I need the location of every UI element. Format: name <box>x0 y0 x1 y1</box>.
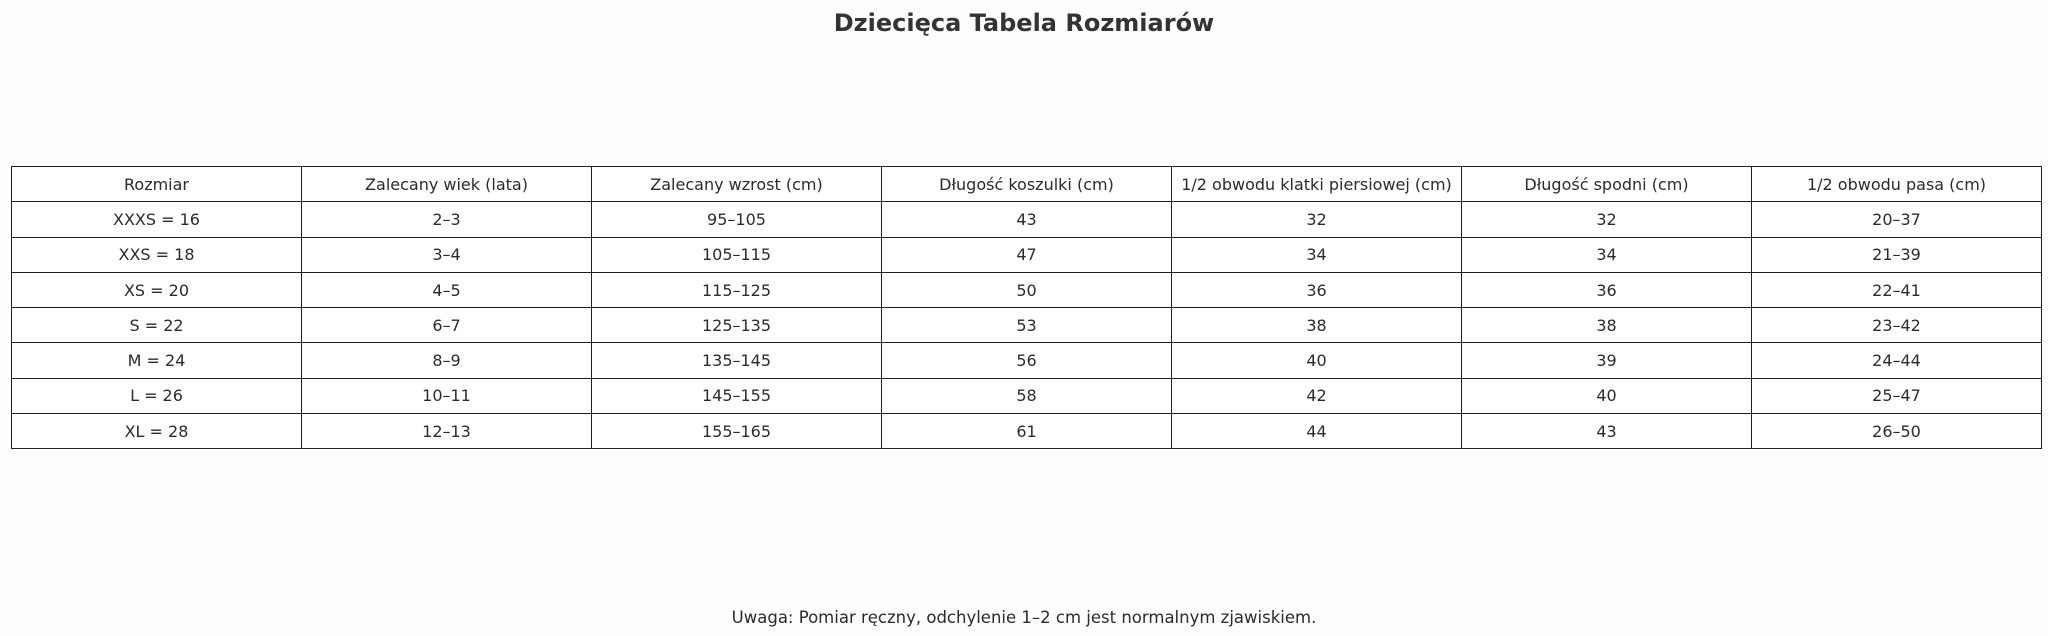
size-table <box>11 166 2042 449</box>
cell-size: XS = 20 <box>12 272 302 307</box>
cell-pants-length: 38 <box>1462 308 1752 343</box>
cell-shirt-length: 43 <box>882 202 1172 237</box>
cell-shirt-length: 61 <box>882 414 1172 449</box>
cell-height: 115–125 <box>592 272 882 307</box>
cell-age: 2–3 <box>302 202 592 237</box>
table-row <box>12 272 2042 307</box>
cell-half-chest: 36 <box>1172 272 1462 307</box>
cell-age: 6–7 <box>302 308 592 343</box>
cell-pants-length: 43 <box>1462 414 1752 449</box>
table-row <box>12 343 2042 378</box>
header-pants-length: Długość spodni (cm) <box>1462 167 1752 202</box>
cell-age: 3–4 <box>302 237 592 272</box>
cell-height: 95–105 <box>592 202 882 237</box>
cell-shirt-length: 47 <box>882 237 1172 272</box>
header-half-waist: 1/2 obwodu pasa (cm) <box>1752 167 2042 202</box>
cell-size: XL = 28 <box>12 414 302 449</box>
header-height: Zalecany wzrost (cm) <box>592 167 882 202</box>
cell-size: XXXS = 16 <box>12 202 302 237</box>
cell-half-chest: 44 <box>1172 414 1462 449</box>
header-shirt-length: Długość koszulki (cm) <box>882 167 1172 202</box>
cell-age: 8–9 <box>302 343 592 378</box>
cell-half-chest: 42 <box>1172 378 1462 413</box>
cell-half-waist: 21–39 <box>1752 237 2042 272</box>
cell-size: L = 26 <box>12 378 302 413</box>
cell-age: 12–13 <box>302 414 592 449</box>
cell-pants-length: 32 <box>1462 202 1752 237</box>
cell-half-waist: 25–47 <box>1752 378 2042 413</box>
header-half-chest: 1/2 obwodu klatki piersiowej (cm) <box>1172 167 1462 202</box>
cell-height: 105–115 <box>592 237 882 272</box>
cell-half-waist: 23–42 <box>1752 308 2042 343</box>
table-row <box>12 414 2042 449</box>
cell-half-chest: 32 <box>1172 202 1462 237</box>
cell-height: 155–165 <box>592 414 882 449</box>
cell-shirt-length: 56 <box>882 343 1172 378</box>
table-row <box>12 308 2042 343</box>
cell-height: 125–135 <box>592 308 882 343</box>
size-table-container <box>11 166 2042 449</box>
cell-half-chest: 38 <box>1172 308 1462 343</box>
header-size: Rozmiar <box>12 167 302 202</box>
cell-half-waist: 20–37 <box>1752 202 2042 237</box>
table-row <box>12 378 2042 413</box>
cell-half-chest: 40 <box>1172 343 1462 378</box>
cell-height: 135–145 <box>592 343 882 378</box>
cell-age: 10–11 <box>302 378 592 413</box>
footnote: Uwaga: Pomiar ręczny, odchylenie 1–2 cm jest normalnym zjawiskiem. <box>731 608 1317 627</box>
cell-half-waist: 22–41 <box>1752 272 2042 307</box>
table-row <box>12 202 2042 237</box>
cell-half-waist: 24–44 <box>1752 343 2042 378</box>
cell-half-chest: 34 <box>1172 237 1462 272</box>
cell-half-waist: 26–50 <box>1752 414 2042 449</box>
cell-pants-length: 36 <box>1462 272 1752 307</box>
cell-age: 4–5 <box>302 272 592 307</box>
cell-shirt-length: 53 <box>882 308 1172 343</box>
page-title: Dziecięca Tabela Rozmiarów <box>833 9 1215 37</box>
cell-size: XXS = 18 <box>12 237 302 272</box>
cell-pants-length: 39 <box>1462 343 1752 378</box>
cell-shirt-length: 58 <box>882 378 1172 413</box>
cell-shirt-length: 50 <box>882 272 1172 307</box>
cell-size: S = 22 <box>12 308 302 343</box>
table-row <box>12 237 2042 272</box>
cell-pants-length: 34 <box>1462 237 1752 272</box>
cell-pants-length: 40 <box>1462 378 1752 413</box>
table-header-row <box>12 167 2042 202</box>
cell-height: 145–155 <box>592 378 882 413</box>
header-age: Zalecany wiek (lata) <box>302 167 592 202</box>
cell-size: M = 24 <box>12 343 302 378</box>
